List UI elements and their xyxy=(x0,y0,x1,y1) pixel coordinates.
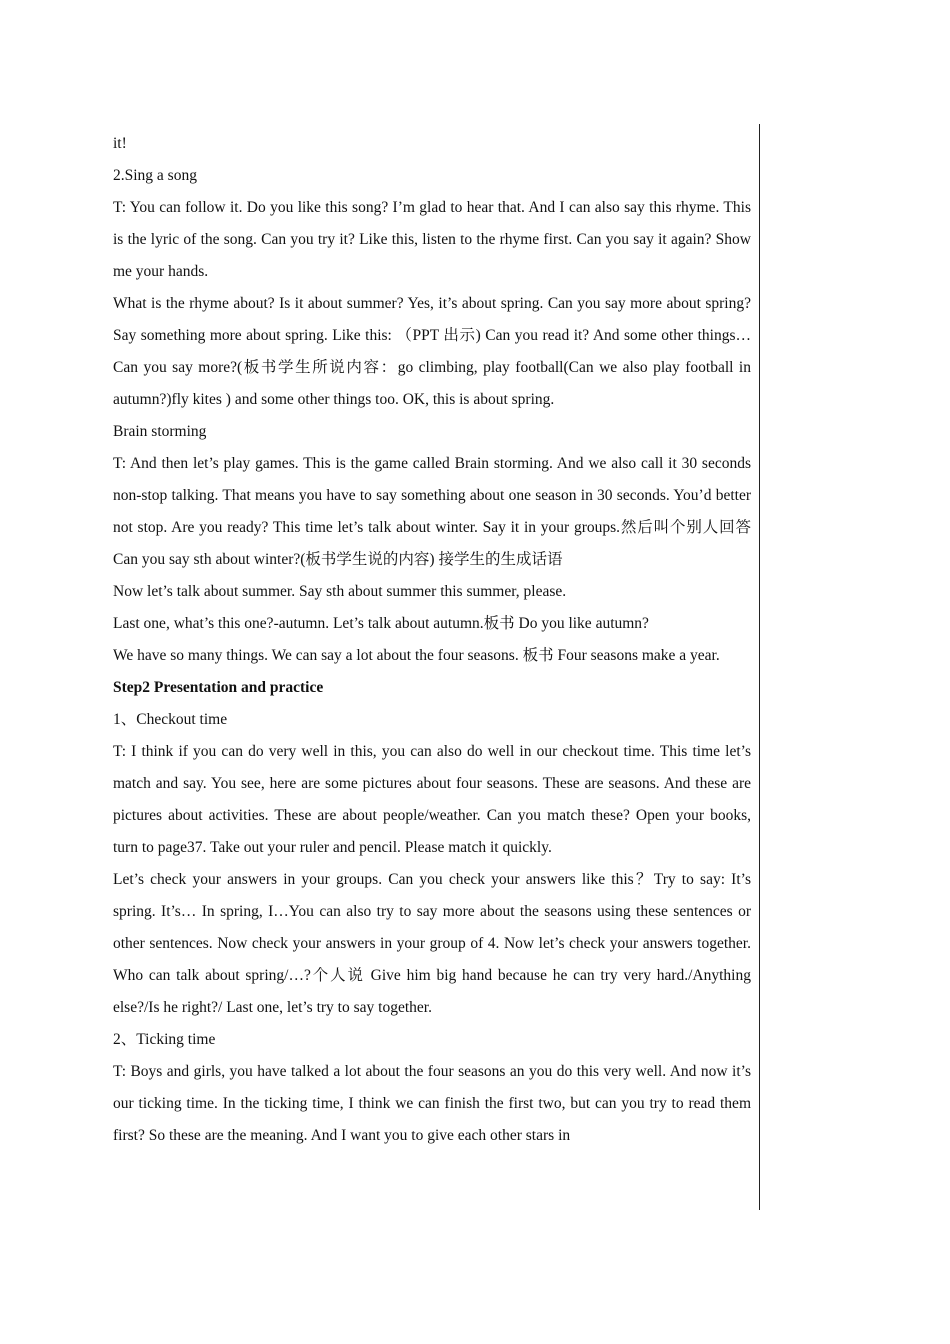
document-body xyxy=(113,128,751,1152)
subheading-ticking-time: 2、Ticking time xyxy=(113,1031,216,1048)
section-heading-step2: Step2 Presentation and practice xyxy=(113,679,324,696)
table-right-border xyxy=(759,124,760,1210)
paragraph: T: I think if you can do very well in this, you can also do well in our checkout time. This time let’s match and say. You see, here are some pictures about four seasons. These are seasons. And these are pictures about activities. These are about people/weather. Can you match these? Open your books, turn to page37. Take out your ruler and pencil. Please match it quickly. xyxy=(113,743,751,856)
subheading-brain-storming: Brain storming xyxy=(113,423,207,440)
paragraph: Let’s check your answers in your groups. Can you check your answers like this？Try to say: It’s spring. It’s… In spring, I…You can also try to say more about the seasons using these sentences or other sentences. Now check your answers in your group of 4. Now let’s check your answers together. Who can talk about spring/…?个人说 Give him big hand because he can try very hard./Anything else?/Is he right?/ Last one, let’s try to say together. xyxy=(113,871,751,1016)
paragraph: What is the rhyme about? Is it about summer? Yes, it’s about spring. Can you say more about spring? Say something more about spring. Like this: （PPT 出示) Can you read it? And some other things…Can you say more?(板书学生所说内容：go climbing, play football(Can we also play football in autumn?)fly kites ) and some other things too. OK, this is about spring. xyxy=(113,295,751,408)
paragraph-continuation: it! xyxy=(113,135,127,152)
paragraph: Now let’s talk about summer. Say sth about summer this summer, please. xyxy=(113,583,567,600)
paragraph: T: Boys and girls, you have talked a lot about the four seasons an you do this very well. And now it’s our ticking time. In the ticking time, I think we can finish the first two, but can you try to read them first? So these are the meaning. And I want you to give each other stars in xyxy=(113,1063,751,1144)
subheading-sing-a-song: 2.Sing a song xyxy=(113,167,197,184)
paragraph: Last one, what’s this one?-autumn. Let’s talk about autumn.板书 Do you like autumn? xyxy=(113,615,649,632)
subheading-checkout-time: 1、Checkout time xyxy=(113,711,228,728)
paragraph: T: And then let’s play games. This is the game called Brain storming. And we also call it 30 seconds non-stop talking. That means you have to say something about one season in 30 seconds. You’d better not stop. Are you ready? This time let’s talk about winter. Say it in your groups.然后叫个别人回答 Can you say sth about winter?(板书学生说的内容) 接学生的生成话语 xyxy=(113,455,751,568)
paragraph: T: You can follow it. Do you like this song? I’m glad to hear that. And I can also say this rhyme. This is the lyric of the song. Can you try it? Like this, listen to the rhyme first. Can you say it again? Show me your hands. xyxy=(113,199,751,280)
paragraph: We have so many things. We can say a lot about the four seasons. 板书 Four seasons make a year. xyxy=(113,647,720,664)
